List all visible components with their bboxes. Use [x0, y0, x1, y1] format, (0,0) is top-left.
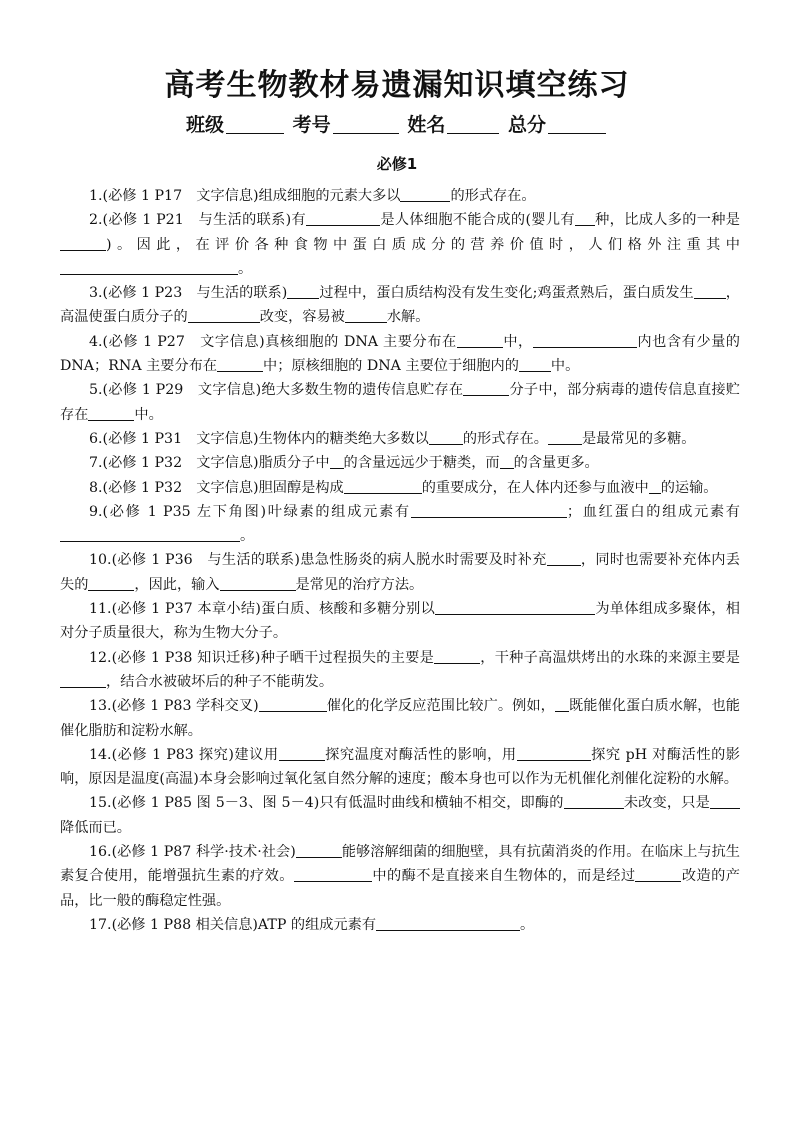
answer-blank[interactable] [220, 575, 296, 591]
answer-blank[interactable] [188, 307, 260, 323]
question-text: 能够溶解细菌的细胞壁，具有抗菌消炎的作用。在临床上与抗生素复合使用，能增强抗生素的疗效。 [60, 844, 740, 885]
question-text: 水解。 [386, 309, 430, 326]
question-text: 中；原核细胞的 DNA 主要位于细胞内的 [263, 358, 519, 375]
question-text: 12.(必修 1 P38 知识迁移)种子晒干过程损失的主要是 [89, 649, 435, 666]
question-text: 降低而已。 [60, 819, 131, 836]
question-text: 改变，容易被 [259, 309, 345, 326]
question-text: 改造的产品，比一般的酶稳定性强。 [60, 868, 740, 909]
question-text: 的形式存在。 [462, 430, 548, 447]
score-blank[interactable] [548, 115, 606, 134]
question-list [60, 184, 740, 937]
answer-blank[interactable] [376, 915, 520, 931]
answer-blank[interactable] [429, 429, 463, 445]
question-text: 2.(必修 1 P21 与生活的联系)有 [89, 212, 306, 229]
answer-blank[interactable] [345, 307, 387, 323]
student-info-line [0, 110, 794, 137]
answer-blank[interactable] [649, 478, 661, 494]
question-text: 为单体组成多聚体，相对分子质量很大，称为生物大分子。 [60, 601, 740, 642]
question-text: 4.(必修 1 P27 文字信息)真核细胞的 DNA 主要分布在 [89, 333, 457, 350]
class-blank[interactable] [226, 115, 284, 134]
answer-blank[interactable] [287, 283, 319, 299]
question-text: 的含量远远少于糖类，而 [343, 455, 500, 472]
answer-blank[interactable] [60, 672, 106, 688]
answer-blank[interactable] [60, 259, 238, 275]
question-text: 未改变，只是 [623, 795, 710, 812]
question-text: 是常见的治疗方法。 [295, 576, 424, 593]
question-item [60, 427, 740, 451]
question-item [60, 500, 740, 549]
question-text: 9.(必修 1 P35 左下角图)叶绿素的组成元素有 [89, 503, 411, 520]
exam-no-blank[interactable] [333, 115, 399, 134]
question-text: 10.(必修 1 P36 与生活的联系)患急性肠炎的病人脱水时需要及时补充 [89, 552, 547, 569]
answer-blank[interactable] [294, 866, 372, 882]
answer-blank[interactable] [555, 696, 569, 712]
answer-blank[interactable] [259, 696, 327, 712]
answer-blank[interactable] [88, 405, 134, 421]
question-item [60, 451, 740, 475]
question-item [60, 208, 740, 281]
question-text: 17.(必修 1 P88 相关信息)ATP 的组成元素有 [89, 916, 377, 933]
answer-blank[interactable] [60, 526, 240, 542]
answer-blank[interactable] [217, 356, 263, 372]
question-text: ，高温使蛋白质分子的 [60, 285, 740, 326]
question-text: 过程中，蛋白质结构没有发生变化;鸡蛋煮熟后，蛋白质发生 [319, 285, 694, 302]
question-text: 中的酶不是直接来自生物体的，而是经过 [371, 868, 636, 885]
question-item [60, 281, 740, 330]
answer-blank[interactable] [519, 356, 551, 372]
question-item [60, 646, 740, 695]
worksheet-title: 高考生物教材易遗漏知识填空练习 [164, 68, 630, 103]
question-text: 7.(必修 1 P32 文字信息)脂质分子中 [89, 455, 330, 472]
question-text: 探究温度对酶活性的影响，用 [324, 746, 517, 763]
question-item [60, 694, 740, 743]
question-text: 8.(必修 1 P32 文字信息)胆固醇是构成 [89, 479, 344, 496]
question-text: 分子中，部分病毒的遗传信息直接贮存在 [60, 382, 740, 423]
answer-blank[interactable] [88, 575, 134, 591]
question-text: ，因此，输入 [134, 576, 220, 593]
answer-blank[interactable] [60, 235, 106, 251]
answer-blank[interactable] [435, 599, 595, 615]
score-label: 总分 [507, 114, 546, 136]
answer-blank[interactable] [547, 550, 581, 566]
question-text: 中。 [550, 358, 580, 375]
answer-blank[interactable] [344, 478, 422, 494]
question-item [60, 476, 740, 500]
question-text: 。 [238, 260, 253, 277]
question-text: 16.(必修 1 P87 科学·技术·社会) [89, 844, 296, 861]
answer-blank[interactable] [457, 332, 503, 348]
question-item [60, 913, 740, 937]
answer-blank[interactable] [296, 842, 342, 858]
question-text: )。因此，在评价各种食物中蛋白质成分的营养价值时，人们格外注重其中 [106, 236, 740, 253]
answer-blank[interactable] [411, 502, 567, 518]
question-text: 。 [240, 528, 255, 545]
name-blank[interactable] [447, 115, 499, 134]
question-text: 1.(必修 1 P17 文字信息)组成细胞的元素大多以 [89, 188, 401, 204]
answer-blank[interactable] [400, 186, 450, 202]
question-text: 3.(必修 1 P23 与生活的联系) [89, 285, 288, 302]
question-text: 6.(必修 1 P31 文字信息)生物体内的糖类绝大多数以 [89, 430, 429, 447]
question-text: 中。 [134, 406, 163, 423]
question-text: 探究 pH 对酶活性的影响，原因是温度(高温)本身会影响过氧化氢自然分解的速度；酸本身也可以作为无机催化剂催化淀粉的水解。 [60, 746, 740, 788]
question-text: 15.(必修 1 P85 图 5－3、图 5－4)只有低温时曲线和横轴不相交，即酶的 [89, 795, 564, 812]
class-label: 班级 [186, 114, 225, 136]
answer-blank[interactable] [500, 453, 514, 469]
answer-blank[interactable] [533, 332, 637, 348]
question-text: ，同时也需要补充体内丢失的 [60, 552, 740, 593]
question-text: ，结合水被破坏后的种子不能萌发。 [106, 673, 334, 690]
question-text: 。 [520, 916, 535, 933]
question-item [60, 378, 740, 427]
question-text: 内也含有少量的 DNA；RNA 主要分布在 [60, 333, 740, 375]
question-item [60, 597, 740, 646]
question-item [60, 184, 740, 208]
answer-blank[interactable] [463, 380, 509, 396]
question-text: 14.(必修 1 P83 探究)建议用 [89, 746, 279, 763]
answer-blank[interactable] [279, 745, 325, 761]
answer-blank[interactable] [710, 793, 740, 809]
question-text: ，干种子高温烘烤出的水珠的来源主要是 [480, 649, 740, 666]
question-text: 的重要成分，在人体内还参与血液中 [421, 479, 649, 496]
section-heading: 必修1 [376, 155, 418, 173]
answer-blank[interactable] [434, 648, 480, 664]
question-text: 中， [502, 333, 533, 350]
question-text: 既能催化蛋白质水解，也能催化脂肪和淀粉水解。 [60, 698, 740, 739]
question-text: 的运输。 [660, 479, 718, 496]
answer-blank[interactable] [548, 429, 582, 445]
question-text: 种，比成人多的一种是 [594, 212, 740, 229]
question-text: 是最常见的多糖。 [581, 430, 696, 447]
name-label: 姓名 [407, 114, 446, 136]
question-item [60, 791, 740, 840]
answer-blank[interactable] [517, 745, 591, 761]
answer-blank[interactable] [564, 793, 624, 809]
question-text: 13.(必修 1 P83 学科交叉) [89, 698, 259, 715]
question-item [60, 548, 740, 597]
answer-blank[interactable] [635, 866, 681, 882]
question-text: 是人体细胞不能合成的(婴儿有 [380, 212, 575, 229]
answer-blank[interactable] [694, 283, 726, 299]
question-text: 催化的化学反应范围比较广。例如， [326, 698, 555, 715]
answer-blank[interactable] [306, 210, 380, 226]
question-item [60, 840, 740, 913]
question-text: 11.(必修 1 P37 本章小结)蛋白质、核酸和多糖分别以 [89, 601, 436, 618]
answer-blank[interactable] [575, 210, 595, 226]
question-item [60, 330, 740, 379]
answer-blank[interactable] [330, 453, 344, 469]
exam-no-label: 考号 [292, 114, 331, 136]
question-text: ；血红蛋白的组成元素有 [566, 503, 740, 520]
question-item [60, 743, 740, 792]
question-text: 的含量更多。 [513, 455, 599, 472]
question-text: 5.(必修 1 P29 文字信息)绝大多数生物的遗传信息贮存在 [89, 382, 464, 399]
question-text: 的形式存在。 [450, 188, 536, 204]
